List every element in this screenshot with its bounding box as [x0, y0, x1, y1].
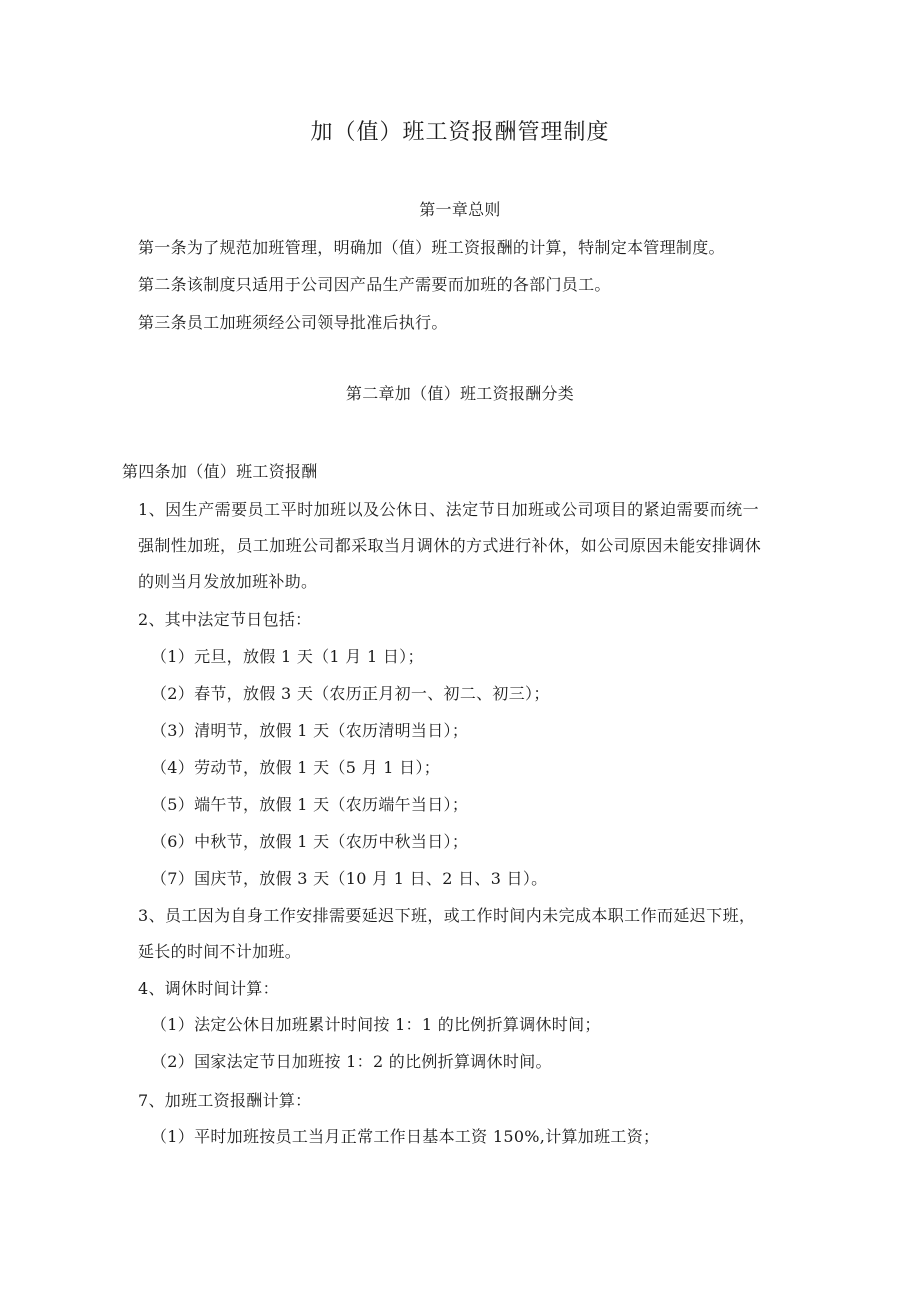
holiday-6: （6）中秋节，放假 1 天（农历中秋当日）； [151, 832, 469, 851]
holiday-7: （7）国庆节，放假 3 天（10 月 1 日、2 日、3 日）。 [151, 869, 548, 888]
item-1-line-2: 强制性加班，员工加班公司都采取当月调休的方式进行补休，如公司原因未能安排调休 [138, 536, 762, 555]
article-1: 第一条为了规范加班管理，明确加（值）班工资报酬的计算，特制定本管理制度。 [138, 238, 725, 257]
item-1-line-3: 的则当月发放加班补助。 [138, 572, 318, 591]
holiday-5: （5）端午节，放假 1 天（农历端午当日）； [151, 795, 469, 814]
item-2-label: 2、其中法定节日包括： [138, 610, 312, 629]
item-4-sub-1: （1）法定公休日加班累计时间按 1：1 的比例折算调休时间； [151, 1015, 601, 1034]
holiday-2: （2）春节，放假 3 天（农历正月初一、初二、初三）； [151, 684, 550, 703]
holiday-1: （1）元旦，放假 1 天（1 月 1 日）； [151, 647, 424, 666]
item-4-label: 4、调休时间计算： [138, 979, 279, 998]
chapter-2-heading: 第二章加（值）班工资报酬分类 [345, 384, 575, 403]
item-7-sub-1: （1）平时加班按员工当月正常工作日基本工资 150%,计算加班工资； [151, 1127, 660, 1146]
article-3: 第三条员工加班须经公司领导批准后执行。 [138, 313, 448, 332]
article-4-heading: 第四条加（值）班工资报酬 [122, 462, 318, 481]
holiday-4: （4）劳动节，放假 1 天（5 月 1 日）； [151, 758, 441, 777]
article-2: 第二条该制度只适用于公司因产品生产需要而加班的各部门员工。 [138, 275, 611, 294]
holiday-3: （3）清明节，放假 1 天（农历清明当日）； [151, 721, 469, 740]
chapter-1-heading: 第一章总则 [419, 200, 501, 219]
item-4-sub-2: （2）国家法定节日加班按 1：2 的比例折算调休时间。 [151, 1052, 552, 1071]
document-title: 加（值）班工资报酬管理制度 [310, 120, 610, 145]
item-3-line-2: 延长的时间不计加班。 [138, 942, 302, 961]
item-1-line-1: 1、因生产需要员工平时加班以及公休日、法定节日加班或公司项目的紧迫需要而统一 [138, 500, 760, 519]
item-7-label: 7、加班工资报酬计算： [138, 1091, 312, 1110]
item-3-line-1: 3、员工因为自身工作安排需要延迟下班，或工作时间内未完成本职工作而延迟下班， [138, 906, 756, 925]
